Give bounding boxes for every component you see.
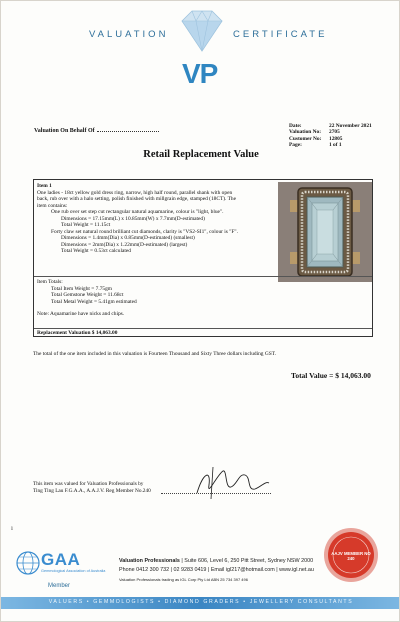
signature-dotted-line — [161, 493, 271, 494]
meta-row-valuation-no: Valuation No: 2705 — [289, 129, 340, 136]
item-divider-2 — [34, 328, 372, 329]
replacement-valuation: Replacement Valuation $ 14,063.00 — [37, 330, 118, 336]
gaa-wordmark: GAA — [41, 550, 81, 569]
gaa-member-label: Member — [48, 583, 71, 589]
meta-table — [289, 123, 372, 149]
stone1-line: One rub over set step cut rectangular natural aquamarine, colour is "light, blue". — [51, 209, 224, 215]
company-contact: Phone 0412 300 732 | 02 9283 0419 | Email igl217@hotmail.com | www.igl.net.au — [119, 567, 314, 573]
stone2-line: Forty claw set natural round brilliant cut diamonds, clarity is "VS2-SI1", colour is "F". — [51, 228, 238, 235]
page-title: Retail Replacement Value — [143, 149, 259, 160]
total-value: Total Value = $ 14,063.00 — [291, 371, 371, 380]
signoff-line: This item was valued for Valuation Professionals by — [33, 481, 144, 487]
meta-row-customer-no: Customer No: 12805 — [289, 135, 343, 142]
on-behalf-label: Valuation On Behalf Of — [34, 128, 95, 134]
gaa-subtitle: Gemmological Association of Australia — [41, 569, 106, 573]
stone2-detail: Dimensions = 1.4mm(Dia) x 0.85mm(D-estimated) (smallest) — [61, 235, 195, 241]
stone2-detail: Total Weight = 0.53ct calculated — [61, 248, 131, 254]
company-street: | Suite 606, Level 6, 250 Pitt Street, Sydney NSW 2000 — [179, 558, 314, 564]
item-totals — [37, 279, 137, 318]
on-behalf-dotted-line — [97, 126, 159, 132]
ring-photo — [278, 182, 372, 282]
totals-line: Total Metal Weight = 5.41gm estimated — [51, 298, 137, 305]
margin-mark: ı — [11, 524, 13, 532]
meta-row-date: Date: 22 November 2021 — [289, 123, 372, 129]
item-line: back, rub over with a halo setting, polish finished with millgrain edge, stamped (18CT). The — [37, 196, 237, 202]
gaa-globe-icon — [15, 550, 41, 576]
valuation-summary: The total of the one item included in this valuation is Fourteen Thousand and Sixty Three dollars including GST. — [33, 351, 276, 357]
item-line: item contains: — [37, 202, 68, 209]
meta-row-page: Page: 1 of 1 — [289, 142, 342, 149]
totals-line: Total Item Weight = 7.75gm — [51, 285, 112, 292]
footer-band-text: VALUERS • GEMMOLOGISTS • DIAMOND GRADERS • JEWELLERY CONSULTANTS — [48, 599, 354, 605]
totals-line: Total Gemstone Weight = 11.68ct — [51, 292, 124, 298]
item-divider — [34, 276, 372, 277]
header-left-word: VALUATION — [89, 29, 169, 40]
header-right-word: CERTIFICATE — [233, 29, 328, 40]
item-heading: Item 1 — [37, 183, 52, 189]
seal-text: AAJV MEMBER NO 240 — [331, 551, 371, 561]
vp-monogram: VP — [182, 58, 218, 89]
stone1-detail: Dimensions = 17.15mm(L) x 10.85mm(W) x 7.7mm(D-estimated) — [61, 215, 205, 222]
item-line: One ladies - 18ct yellow gold dress ring, narrow, high half round, parallel shank with open — [37, 189, 233, 196]
company-address — [119, 557, 314, 584]
stone2-detail: Dimensions = 2mm(Dia) x 1.22mm(D-estimated) (largest) — [61, 241, 188, 248]
diamond-logo-icon — [176, 7, 228, 59]
signature — [189, 463, 274, 503]
item-description — [37, 183, 267, 255]
item-box — [33, 179, 373, 337]
company-name: Valuation Professionals — [119, 558, 180, 564]
signoff-line: Ting Ting Lau F.G.A.A., A.A.J.V. Reg Member No.240 — [33, 487, 151, 494]
item-note: Note: Aquamarine have nicks and chips. — [37, 311, 125, 317]
totals-heading: Item Totals: — [37, 279, 63, 285]
on-behalf-of — [34, 126, 159, 134]
company-licence: Valuation Professionals trading as IGL Corp Pty Ltd ABN 25 734 397 496 — [119, 577, 248, 582]
stone1-detail: Total Weight = 11.15ct — [61, 222, 111, 228]
